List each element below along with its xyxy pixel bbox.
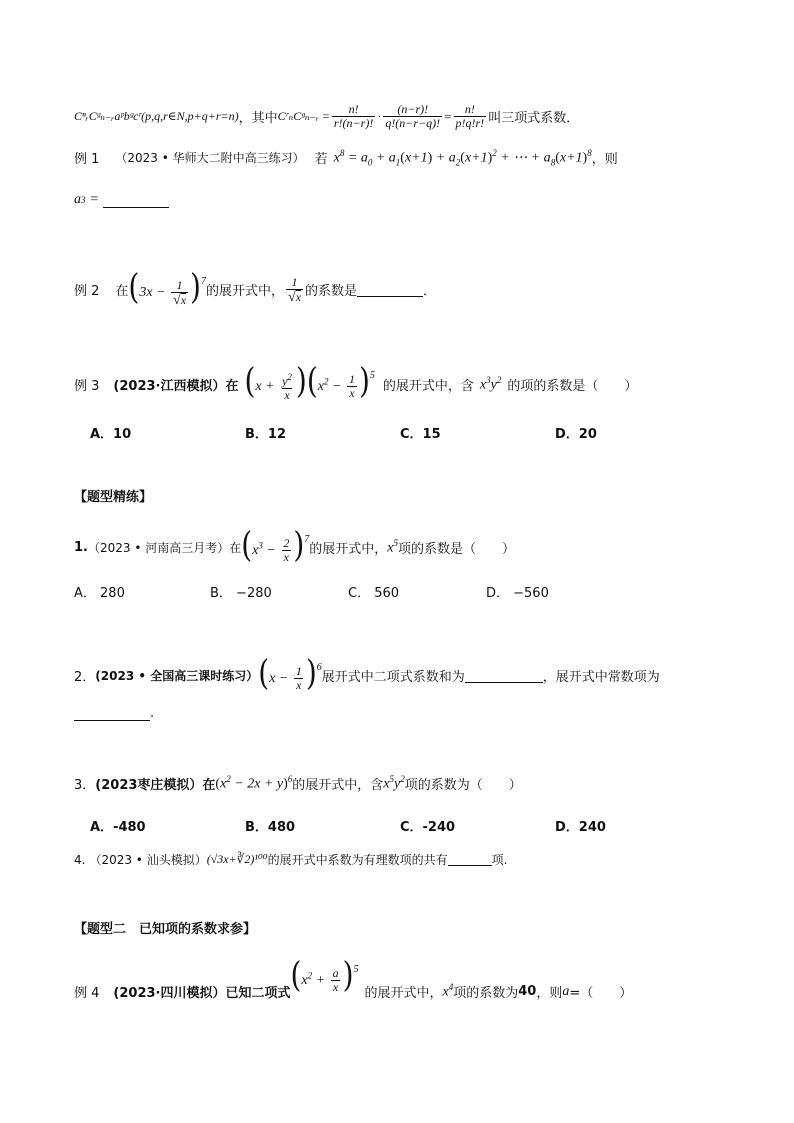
example-4-end: =（ ）: [569, 986, 633, 1002]
problem-1-term: $x^5$: [387, 538, 399, 556]
example-3-source: (2023·江西模拟）在: [113, 379, 239, 395]
problem-3-source: (2023枣庄模拟）在: [95, 778, 216, 793]
example-1-source: （2023 • 华师大二附中高三练习）: [115, 151, 305, 166]
example-1-var: a: [74, 192, 81, 207]
problem-3: [74, 774, 754, 793]
example-2-label: 例 2: [74, 284, 100, 300]
example-1-answer-line: a 3 =: [74, 192, 754, 208]
example-3-term: $x^3y^2$: [479, 375, 502, 393]
fraction-pqr: $\frac{n!}{p!q!r!}$: [455, 102, 485, 130]
problem-2-blank-2[interactable]: [74, 706, 150, 721]
multinomial-term: CⁿᵣCᵍₙ₋ᵣaᵖbᵍcʳ(p,q,r∈N,p+q+r=n): [74, 109, 239, 123]
problem-3-term: $x^5y^2$: [383, 774, 405, 792]
problem-3-trinomial: $(x^2 - 2x + y)^6$: [215, 774, 293, 792]
problem-3-label: 3．: [74, 778, 96, 793]
problem-3-mid: 的展开式中，含: [292, 778, 384, 793]
fraction-n-over: $\frac{n!}{r!(n-r)!}$: [333, 102, 374, 130]
example-4-source: (2023·四川模拟）已知二项式: [113, 986, 291, 1002]
problem-4-tail: 项.: [491, 853, 508, 867]
problem-2-blank-1[interactable]: [465, 668, 543, 683]
example-3-option-b[interactable]: B．12: [245, 427, 286, 442]
example-1-answer-blank[interactable]: [103, 193, 169, 208]
example-2: [74, 265, 754, 308]
example-1-label: 例 1: [74, 152, 100, 168]
problem-2-binomial: (x − $\frac{1}{x}$ )$^6$: [258, 651, 322, 693]
problem-2-source: (2023 • 全国高三课时练习）: [95, 669, 259, 684]
problem-2: [74, 651, 754, 693]
intro-line: CⁿᵣCᵍₙ₋ᵣaᵖbᵍcʳ(p,q,r∈N,p+q+r=n) ，其中 CʳₙCᵍₙ₋ᵣ = $\frac{n!}{r!(n-r)!}$ · $\frac{(n-r)!}{q!(n-r-q)!}$ = $\frac{n!}{p!q!r!}$ 叫三项式系数．: [74, 102, 580, 130]
problem-1-binomial: ($x^3$ − $\frac{2}{x}$ )$^7$: [241, 523, 310, 565]
problem-3-end: 项的系数为（ ）: [404, 778, 522, 793]
problem-3-option-c[interactable]: C．-240: [400, 820, 456, 835]
example-2-coef: 的系数是: [305, 284, 358, 300]
section-type2-title: 【题型二 已知项的系数求参】: [74, 922, 257, 937]
example-3-mid: 的展开式中，含: [382, 379, 474, 395]
example-2-mid: 的展开式中，: [205, 284, 284, 300]
problem-1-option-a[interactable]: A． 280: [74, 586, 125, 601]
example-2-answer-blank[interactable]: [357, 282, 423, 297]
problem-3-option-d[interactable]: D．240: [555, 820, 606, 835]
example-3-option-a[interactable]: A．10: [90, 427, 132, 442]
example-3-expression: (x + $\frac{y^2}{x}$ )($x^2$ − $\frac{1}{x}$ )$^5$: [244, 359, 375, 403]
example-3: [74, 359, 754, 403]
problem-1: [74, 523, 754, 565]
example-3-end: 的项的系数是（ ）: [507, 379, 638, 395]
example-1-equation: $x^8 = a_0 + a_1(x+1) + a_2(x+1)^2$ + ⋯ + $a_8(x+1)^8$: [333, 148, 592, 168]
problem-4-blank[interactable]: [448, 853, 492, 866]
example-1-if: 若: [314, 152, 328, 168]
problem-1-label: 1.: [74, 540, 88, 556]
fraction-nr-over: $\frac{(n-r)!}{q!(n-r-q)!}$: [385, 102, 441, 130]
example-3-label: 例 3: [74, 379, 100, 395]
problem-2-label: 2．: [74, 670, 96, 686]
problem-2-mid2: ，展开式中常数项为: [542, 670, 660, 686]
equals-sign: =: [444, 108, 452, 124]
problem-1-end: 项的系数是（ ）: [398, 542, 516, 558]
example-4-term: $x^4$: [442, 982, 454, 1000]
problem-3-option-b[interactable]: B．480: [245, 820, 296, 835]
example-1: [74, 148, 754, 167]
example-1-then: ，则: [591, 152, 618, 168]
problem-2-mid: 展开式中二项式系数和为: [321, 670, 465, 686]
multinomial-lhs: CʳₙCᵍₙ₋ᵣ =: [277, 109, 330, 123]
intro-text-mid: ，其中: [238, 111, 278, 126]
example-2-term: 1 √ x: [288, 274, 302, 305]
problem-4-label: 4.: [74, 852, 86, 867]
example-4-coef-value: 40: [518, 984, 537, 1000]
example-4-binomial: ($x^2$ + $\frac{a}{x}$ )$^5$: [290, 953, 359, 995]
problem-4-source: （2023 • 汕头模拟）: [89, 853, 207, 867]
problem-2-answer-line: [74, 706, 754, 721]
example-2-in: 在: [115, 284, 129, 300]
problem-1-mid: 的展开式中，: [309, 542, 388, 558]
example-2-binomial: (3x − 1 √ x )$^7$: [128, 265, 206, 308]
problem-1-source: （2023 • 河南高三月考）在: [87, 541, 242, 556]
section-practice-title: 【题型精练】: [74, 490, 153, 505]
problem-1-option-b[interactable]: B． −280: [210, 586, 272, 601]
example-2-tail: ．: [423, 284, 437, 300]
problem-2-tail: .: [150, 706, 155, 721]
problem-3-option-a[interactable]: A．-480: [90, 820, 146, 835]
problem-4-mid: 的展开式中系数为有理数项的共有: [267, 853, 448, 867]
example-4-mid: 的展开式中，: [364, 986, 443, 1002]
problem-4: [74, 851, 754, 868]
problem-1-option-c[interactable]: C． 560: [348, 586, 400, 601]
example-4-label: 例 4: [74, 986, 100, 1002]
intro-text-end: 叫三项式系数．: [488, 111, 580, 126]
problem-1-option-d[interactable]: D． −560: [486, 586, 549, 601]
example-4-then: ，则: [536, 986, 563, 1002]
problem-4-expression: (√3x+∛2)¹⁰⁰: [206, 852, 268, 866]
example-4-coef: 项的系数为: [453, 986, 519, 1002]
example-3-option-c[interactable]: C．15: [400, 427, 441, 442]
example-3-option-d[interactable]: D．20: [555, 427, 597, 442]
example-4: 例 4 (2023·四川模拟）已知二项式 ($x^2$ + $\frac{a}{x}$ )$^5$ 的展开式中， $x^4$ 项的系数为 40 ，则 a =（ ）: [74, 953, 633, 1002]
